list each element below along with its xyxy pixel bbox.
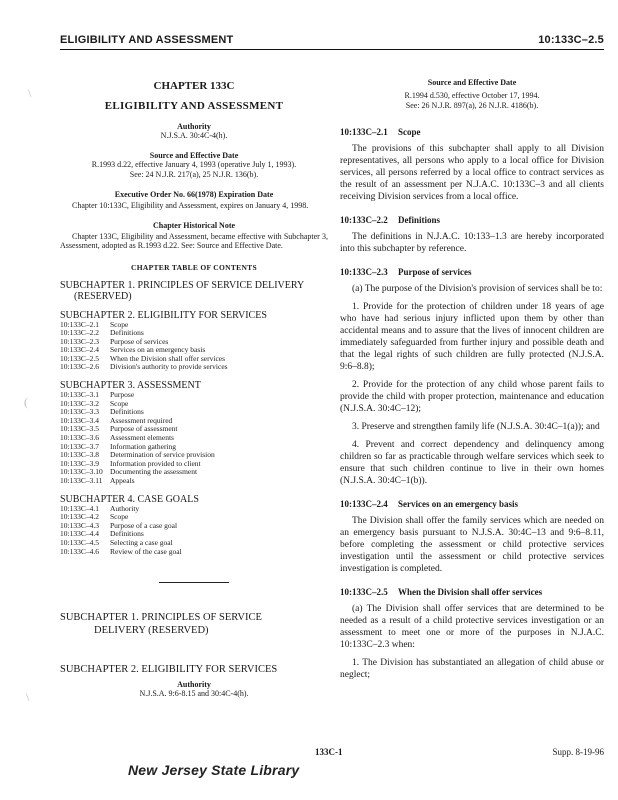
executive-order-heading: Executive Order No. 66(1978) Expiration Date [114,190,274,199]
toc-subchapter-1-reserved: (RESERVED) [74,290,132,302]
toc-subchapter-3-list [60,391,328,486]
toc-heading: CHAPTER TABLE OF CONTENTS [131,262,257,272]
section-2-4-title: 10:133C–2.4 Services on an emergency basis [340,499,518,509]
toc-item[interactable]: 10:133C–3.9 Information provided to client [60,458,201,468]
section-2-1-title: 10:133C–2.1 Scope [340,127,421,137]
chapter-number: CHAPTER 133C [153,80,235,92]
executive-order-text: Chapter 10:133C, Eligibility and Assessment, expires on January 4, 1998. [72,201,309,210]
source-line: See: 24 N.J.R. 217(a), 25 N.J.R. 136(b). [129,170,259,179]
toc-item[interactable]: 10:133C–4.6 Review of the case goal [60,546,182,556]
chapter-title: ELIGIBILITY AND ASSESSMENT [104,100,284,112]
historical-note-heading: Chapter Historical Note [152,220,236,230]
library-stamp: New Jersey State Library [128,762,300,778]
toc-item[interactable]: 10:133C–2.5 When the Division shall offer services [60,353,226,363]
toc-subchapter-2-list [60,321,328,373]
section-2-3-item: 4. Prevent and correct dependency and delinquency among children so far as practicable through welfare services which seek to ensure that such children continue to live in their own homes (N.J.S.A. 30:4C–1(b)). [340,440,604,486]
section-2-3-intro: (a) The purpose of the Division's provision of services shall be to: [352,284,603,294]
toc-item[interactable]: 10:133C–3.8 Determination of service provision [60,450,215,460]
toc-item[interactable]: 10:133C–3.11 Appeals [60,476,135,485]
running-header [60,34,604,48]
supplement-date: Supp. 8-19-96 [552,747,604,757]
toc-item[interactable]: 10:133C–3.2 Scope [60,398,129,408]
section-2-3-item: 2. Provide for the protection of any child whose parent fails to provide the child with proper protection, maintenance and education (N.J.S.A. 30:4C–12); [340,380,604,414]
subchapter-2-heading: SUBCHAPTER 2. ELIGIBILITY FOR SERVICES [60,664,278,676]
toc-item[interactable]: 10:133C–3.3 Definitions [60,407,144,417]
authority-heading: Authority [177,122,211,131]
right-source-heading: Source and Effective Date [427,78,517,87]
source-heading: Source and Effective Date [149,151,239,160]
toc-subchapter-2[interactable]: SUBCHAPTER 2. ELIGIBILITY FOR SERVICES [60,309,267,321]
toc-subchapter-1[interactable]: SUBCHAPTER 1. PRINCIPLES OF SERVICE DELIVERY [60,279,305,291]
toc-item[interactable]: 10:133C–4.1 Authority [60,503,140,513]
margin-mark: \ [28,86,32,100]
page-number: 133C-1 [315,747,343,757]
section-2-5-title: 10:133C–2.5 When the Division shall offer services [340,587,543,597]
toc-item[interactable]: 10:133C–3.10 Documenting the assessment [60,467,198,477]
subchapter-2-authority-heading: Authority [177,680,211,690]
subchapter-1-subtitle: DELIVERY (RESERVED) [94,625,209,637]
section-2-5-intro: (a) The Division shall offer services that are determined to be needed as a result of a child protective services investigation or an assessment to meet one or more of the purposes in N.J.A.C. 10:133C–2.3 when: [340,604,604,650]
section-2-2-text: The definitions in N.J.A.C. 10:133–1.3 are hereby incorporated into this subchapter by reference. [340,232,604,254]
toc-subchapter-3[interactable]: SUBCHAPTER 3. ASSESSMENT [60,380,201,392]
toc-item[interactable]: 10:133C–3.1 Purpose [60,390,135,400]
authority-text: N.J.S.A. 30:4C-4(h). [160,131,228,140]
toc-item[interactable]: 10:133C–2.2 Definitions [60,328,144,338]
section-2-4-text: The Division shall offer the family services which are needed on an emergency basis pursuant to N.J.S.A. 30:4C–13 and 9:6–8.11, before completing the assessment or child protective services investigation until the assessment or child protective services investigation is completed. [340,516,604,574]
header-title: ELIGIBILITY AND ASSESSMENT [60,34,234,46]
toc-item[interactable]: 10:133C–2.1 Scope [60,319,129,329]
toc-item[interactable]: 10:133C–4.4 Definitions [60,529,144,539]
right-column [340,58,604,681]
section-2-1-text: The provisions of this subchapter shall apply to all Division representatives, all persons who apply to a local office for Division services, all persons referred by a local office to contract services as the result of an assessment per N.J.A.C. 10:133C–3 and all clients receiving Division services from a local office. [340,144,604,202]
right-source-line: R.1994 d.530, effective October 17, 1994. [404,91,540,100]
subchapter-2-authority-text: N.J.S.A. 9:6-8.15 and 30:4C-4(h). [139,689,249,699]
toc-item[interactable]: 10:133C–3.4 Assessment required [60,415,173,425]
section-2-3-title: 10:133C–2.3 Purpose of services [340,267,472,277]
header-rule [60,49,604,50]
historical-note-text: Chapter 133C, Eligibility and Assessment, became effective with Subchapter 3, Assessment, adopted as R.1993 d.22. See: Source and Effective Date. [60,231,328,250]
section-2-2-title: 10:133C–2.2 Definitions [340,215,441,225]
toc-item[interactable]: 10:133C–2.4 Services on an emergency basis [60,345,206,355]
toc-subchapter-4[interactable]: SUBCHAPTER 4. CASE GOALS [60,493,199,505]
section-divider [159,582,229,583]
margin-mark: \ [26,690,30,704]
section-2-5-item: 1. The Division has substantiated an allegation of child abuse or neglect; [340,658,604,680]
subchapter-1-title: SUBCHAPTER 1. PRINCIPLES OF SERVICE [60,612,262,624]
right-source-line: See: 26 N.J.R. 897(a), 26 N.J.R. 4186(b). [405,101,539,110]
toc-item[interactable]: 10:133C–3.7 Information gathering [60,441,177,451]
toc-item[interactable]: 10:133C–3.5 Purpose of assessment [60,424,178,434]
toc-item[interactable]: 10:133C–3.6 Assessment elements [60,433,174,443]
section-2-3-item: 3. Preserve and strengthen family life (N.J.S.A. 30:4C–1(a)); and [352,422,600,432]
left-column [60,58,328,699]
source-line: R.1993 d.22, effective January 4, 1993 (operative July 1, 1993). [91,160,297,169]
toc-subchapter-4-list [60,505,328,557]
toc-item[interactable]: 10:133C–2.3 Purpose of services [60,336,169,346]
header-section: 10:133C–2.5 [538,34,604,46]
toc-item[interactable]: 10:133C–4.5 Selecting a case goal [60,537,173,547]
toc-item[interactable]: 10:133C–4.2 Scope [60,512,129,522]
section-2-3-item: 1. Provide for the protection of children under 18 years of age who have had serious injury inflicted upon them by other than accidental means and to assure that the lives of innocent children are immediately safeguarded from further injury and possible death and that the legal rights of such children are fully protected (N.J.S.A. 9:6–8.8); [340,302,604,372]
toc-item[interactable]: 10:133C–2.6 Division's authority to provide services [60,362,228,372]
subchapter-1-heading [60,611,328,637]
toc-item[interactable]: 10:133C–4.3 Purpose of a case goal [60,520,178,530]
margin-mark: ( [24,395,28,409]
